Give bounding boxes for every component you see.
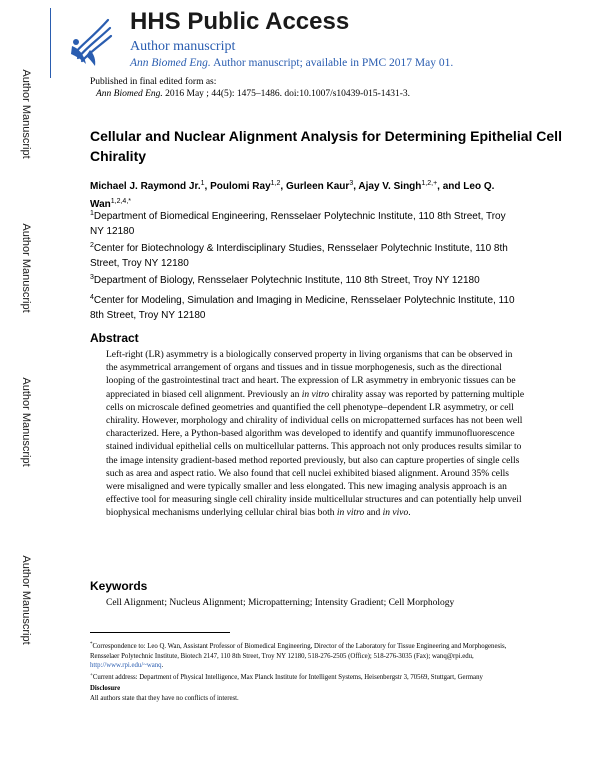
footnote-marker: *: [90, 642, 93, 647]
abstract-italic: in vivo: [382, 508, 409, 519]
paper-title: Cellular and Nuclear Alignment Analysis for Determining Epithelial Cell Chirality: [90, 128, 562, 164]
affiliation: [90, 206, 520, 239]
affiliation-text: Department of Biomedical Engineering, Rensselaer Polytechnic Institute, 110 8th Street, Troy NY 12180: [90, 211, 506, 237]
author-affil-sup: 1: [200, 180, 205, 187]
published-label: Published in final edited form as:: [90, 77, 217, 87]
affiliation-text: Center for Biotechnology & Interdisciplinary Studies, Rensselaer Polytechnic Institute, 110 8th Street, Troy NY 12180: [90, 243, 508, 269]
keywords-heading: Keywords: [90, 579, 148, 593]
hhs-eagle-logo-icon: [68, 14, 114, 68]
current-address-text: Current address: Department of Physical Intelligence, Max Planck Institute for Intelligent Systems, Heisenbergstr 3, 70569, Stuttgart, Germany: [92, 673, 483, 681]
author-name: Poulomi Ray: [210, 181, 271, 192]
homepage-link[interactable]: http://www.rpi.edu/~wanq: [90, 662, 162, 669]
availability-text: Author manuscript; available in PMC 2017 May 01.: [213, 57, 454, 69]
author-separator: ,: [204, 181, 211, 192]
sidebar-label: Author Manuscript: [20, 69, 32, 159]
author-affil-sup: 3: [349, 180, 354, 187]
abstract-italic: in vitro: [336, 508, 365, 519]
correspondence-text: Correspondence to: Leo Q. Wan, Assistant Professor of Biomedical Engineering, Director of the Laboratory for Tissue Engineering and Morphogenesis, Rensselaer Polytechnic Institute, Biotech 2147, 110 8th Street, Troy NY 12180, 518-276-2505 (Office); 518-276-3035 (Fax); wanq@rpi.edu,: [90, 643, 507, 660]
affiliation: [90, 270, 520, 288]
author-affil-sup: 1,2,4,*: [110, 198, 131, 205]
author-manuscript-sidebar: [0, 0, 50, 776]
affiliation-text: Center for Modeling, Simulation and Imaging in Medicine, Rensselaer Polytechnic Institute, 110 8th Street, Troy NY 12180: [90, 295, 515, 321]
abstract-text-part: Left-right (LR) asymmetry is a biologically conserved property in living organisms that can be observed in the asymmetrical arrangement of organs and tissues and in tissue morphogenesis, such as the directional looping of the gastrointestinal tract and heart. The expression of LR asymmetry in embryonic tissues can be appreciated in biased cell alignment. Previously an: [106, 350, 516, 400]
affiliation-number: 4: [90, 294, 94, 301]
author-name: Gurleen Kaur: [285, 181, 350, 192]
author-name: Michael J. Raymond Jr.: [90, 181, 201, 192]
keywords-text: Cell Alignment; Nucleus Alignment; Micropatterning; Intensity Gradient; Cell Morphology: [106, 598, 455, 608]
affiliation-number: 3: [90, 274, 94, 281]
author-name: Ajay V. Singh: [358, 181, 422, 192]
abstract-text-part: chirality assay was reported by patterning multiple cells on microscale defined geometries and quantified the cell phenotype–dependent LR asymmetry, or cell chirality. However, morphology and chirality of individual cells on micropatterned surfaces has not been well characterized. Here, a Python-based algorithm was developed to identify and quantify immunofluorescence stained individual epithelial cells on multicellular patterns. This approach not only produces results similar to the image intensity gradient-based method reported previously, but also can capture properties of single cells such as area and aspect ratio. We also found that cell nuclei exhibited biased alignment. Around 35% cells were misaligned and were typically smaller and less elongated. This new imaging analysis approach is an effective tool for measuring single cell chirality inside multicellular structures and can potentially help unveil biophysical mechanisms underlying cellular chiral bias both: [106, 389, 525, 519]
abstract-text-part: .: [408, 508, 411, 519]
journal-availability-line: [130, 57, 453, 69]
author-separator: , and: [437, 181, 464, 192]
footnotes: [90, 640, 530, 703]
affiliation-number: 2: [90, 242, 94, 249]
footnote-punct: .: [161, 662, 164, 669]
publication-info: [90, 76, 410, 100]
correspondence-note: [90, 640, 530, 671]
abstract-heading: Abstract: [90, 331, 139, 345]
citation-journal: Ann Biomed Eng.: [96, 89, 163, 99]
disclosure-heading: Disclosure: [90, 685, 121, 692]
journal-abbrev: Ann Biomed Eng.: [130, 57, 211, 69]
affiliation-text: Department of Biology, Rensselaer Polytechnic Institute, 110 8th Street, Troy NY 12180: [93, 275, 480, 286]
footnote-marker: +: [90, 672, 93, 678]
sidebar-label: Author Manuscript: [20, 555, 32, 645]
header-divider-line: [50, 8, 51, 78]
affiliation: [90, 290, 520, 323]
abstract-italic: in vitro: [301, 389, 330, 400]
abstract-text-part: and: [364, 508, 383, 519]
author-manuscript-subtitle: Author manuscript: [130, 39, 236, 54]
author-separator: ,: [280, 181, 286, 192]
affiliation: [90, 238, 520, 271]
affiliation-number: 1: [90, 210, 94, 217]
sidebar-label: Author Manuscript: [20, 223, 32, 313]
hhs-public-access-title: HHS Public Access: [130, 8, 350, 35]
author-affil-sup: 1,2: [270, 180, 281, 187]
abstract-text: [106, 349, 526, 521]
citation-details: 2016 May ; 44(5): 1475–1486. doi:10.1007/s10439-015-1431-3.: [165, 89, 411, 99]
author-name: Leo Q. Wan: [90, 181, 495, 210]
sidebar-label: Author Manuscript: [20, 377, 32, 467]
author-separator: ,: [353, 181, 359, 192]
footnote-divider: [90, 632, 230, 633]
author-affil-sup: 1,2,+: [421, 180, 438, 187]
current-address-note: [90, 671, 530, 683]
citation-line: [90, 88, 410, 100]
disclosure-text: All authors state that they have no conflicts of interest.: [90, 694, 239, 702]
